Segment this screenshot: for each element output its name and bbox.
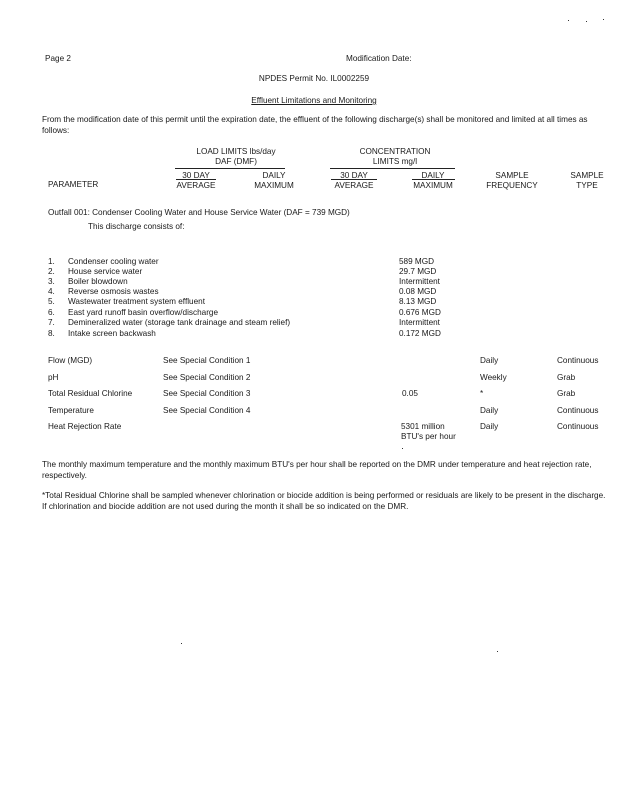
parameter-limit: See Special Condition 1 — [163, 356, 251, 365]
scan-speck — [586, 21, 587, 22]
column-sample-type: SAMPLE — [570, 171, 604, 180]
parameter-limit: See Special Condition 3 — [163, 389, 251, 398]
parameter-frequency: Daily — [480, 406, 499, 415]
column-frequency-sub: FREQUENCY — [486, 181, 538, 190]
parameter-frequency: Daily — [480, 356, 499, 365]
component-number: 3. — [48, 277, 55, 286]
parameter-conc-daily-max-units: BTU's per hour — [401, 432, 456, 441]
scan-speck — [402, 448, 403, 449]
parameter-name: Heat Rejection Rate — [48, 422, 122, 431]
component-flow: 0.08 MGD — [399, 287, 437, 296]
parameter-sample-type: Grab — [557, 373, 576, 382]
column-conc-30day: 30 DAY — [340, 171, 368, 180]
component-flow: 8.13 MGD — [399, 297, 437, 306]
column-load-daily: DAILY — [262, 171, 286, 180]
component-number: 2. — [48, 267, 55, 276]
component-number: 6. — [48, 308, 55, 317]
column-sample-type-sub: TYPE — [576, 181, 598, 190]
temperature-note: The monthly maximum temperature and the monthly maximum BTU's per hour shall be reported on the DMR under temperature and heat rejection rate, respectively. — [42, 460, 592, 480]
outfall-title: Outfall 001: Condenser Cooling Water and House Service Water (DAF = 739 MGD) — [48, 208, 350, 217]
parameter-conc-daily-max: 5301 million — [401, 422, 445, 431]
component-number: 8. — [48, 329, 55, 338]
parameter-sample-type: Continuous — [557, 422, 599, 431]
column-frequency: SAMPLE — [495, 171, 529, 180]
load-limits-header: LOAD LIMITS lbs/day — [196, 147, 276, 156]
load-limits-daf: DAF (DMF) — [215, 157, 257, 166]
chlorine-footnote: *Total Residual Chlorine shall be sampled whenever chlorination or biocide addition is being performed or residuals are likely to be present in the discharge. If chlorination and biocide addition are not used during the month it shall be so indicated on the DMR. — [42, 491, 606, 511]
component-number: 1. — [48, 257, 55, 266]
parameter-limit: See Special Condition 4 — [163, 406, 251, 415]
conc-daily-rule — [412, 179, 455, 180]
component-name: Demineralized water (storage tank drainage and steam relief) — [68, 318, 291, 327]
column-conc-daily: DAILY — [421, 171, 445, 180]
parameter-name: pH — [48, 373, 59, 382]
parameter-sample-type: Continuous — [557, 406, 599, 415]
component-name: Intake screen backwash — [68, 329, 156, 338]
parameter-sample-type: Grab — [557, 389, 576, 398]
concentration-units: LIMITS mg/l — [372, 157, 418, 166]
component-flow: 589 MGD — [399, 257, 435, 266]
column-load-30day: 30 DAY — [182, 171, 210, 180]
load-limits-rule — [175, 168, 285, 169]
parameter-conc-daily-max: 0.05 — [402, 389, 418, 398]
component-flow: Intermittent — [399, 277, 440, 286]
parameter-sample-type: Continuous — [557, 356, 599, 365]
component-name: East yard runoff basin overflow/discharge — [68, 308, 219, 317]
concentration-rule — [330, 168, 455, 169]
column-conc-daily-sub: MAXIMUM — [413, 181, 453, 190]
component-name: Boiler blowdown — [68, 277, 128, 286]
outfall-consists-of: This discharge consists of: — [88, 222, 185, 231]
component-number: 4. — [48, 287, 55, 296]
parameter-frequency: * — [480, 389, 484, 398]
intro-paragraph: From the modification date of this permit until the expiration date, the effluent of the following discharge(s) shall be monitored and limited at all times as follows: — [42, 115, 588, 135]
page-number: Page 2 — [45, 54, 71, 63]
scan-speck — [497, 651, 498, 652]
column-load-30day-sub: AVERAGE — [176, 181, 216, 190]
modification-date-label: Modification Date: — [346, 54, 412, 63]
load-30day-rule — [176, 179, 216, 180]
column-load-daily-sub: MAXIMUM — [254, 181, 294, 190]
component-name: House service water — [68, 267, 143, 276]
component-flow: 29.7 MGD — [399, 267, 437, 276]
scan-speck — [181, 643, 182, 644]
section-title: Effluent Limitations and Monitoring — [251, 96, 377, 105]
scan-speck — [568, 20, 569, 21]
parameter-name: Temperature — [48, 406, 94, 415]
component-flow: Intermittent — [399, 318, 440, 327]
component-flow: 0.676 MGD — [399, 308, 441, 317]
component-flow: 0.172 MGD — [399, 329, 441, 338]
component-name: Wastewater treatment system effluent — [68, 297, 205, 306]
component-name: Condenser cooling water — [68, 257, 159, 266]
parameter-name: Flow (MGD) — [48, 356, 93, 365]
column-conc-30day-sub: AVERAGE — [334, 181, 374, 190]
parameter-frequency: Weekly — [480, 373, 507, 382]
component-number: 7. — [48, 318, 55, 327]
column-parameter: PARAMETER — [48, 180, 99, 189]
parameter-frequency: Daily — [480, 422, 499, 431]
conc-30day-rule — [331, 179, 377, 180]
parameter-limit: See Special Condition 2 — [163, 373, 251, 382]
component-name: Reverse osmosis wastes — [68, 287, 159, 296]
parameter-name: Total Residual Chlorine — [48, 389, 133, 398]
permit-number: NPDES Permit No. IL0002259 — [258, 74, 370, 83]
scan-speck — [603, 19, 604, 20]
component-number: 5. — [48, 297, 55, 306]
concentration-header: CONCENTRATION — [359, 147, 431, 156]
